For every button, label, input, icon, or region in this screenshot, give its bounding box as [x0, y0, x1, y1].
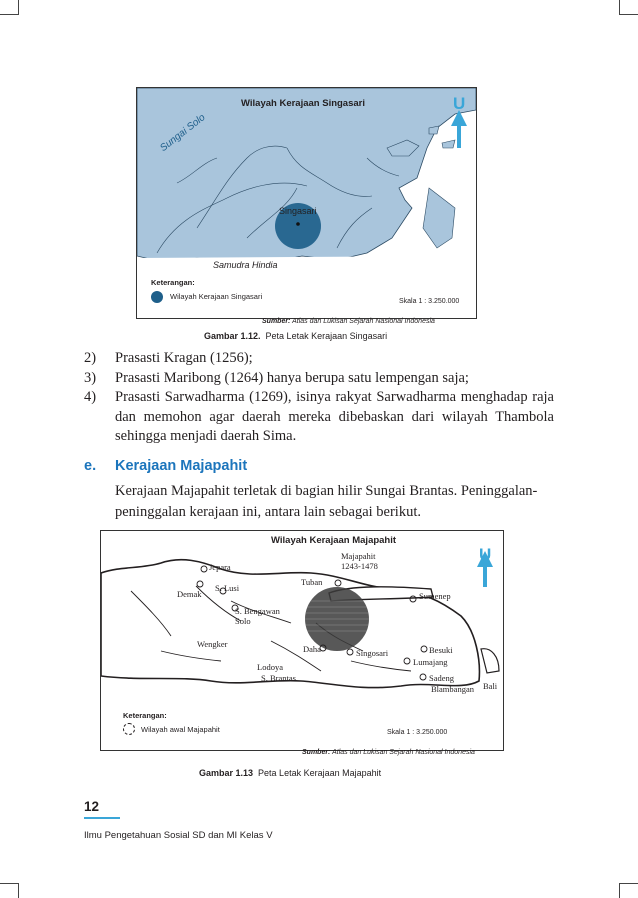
place-label: Singosari [356, 648, 389, 658]
place-label: Sadeng [429, 673, 455, 683]
list-item: 3) Prasasti Maribong (1264) hanya berupa satu lempengan saja; [84, 369, 469, 386]
legend-label: Wilayah Kerajaan Singasari [170, 292, 263, 301]
legend-label: Wilayah awal Majapahit [141, 725, 220, 734]
sea-label: Samudra Hindia [213, 260, 278, 270]
place-label: S. Brantas [261, 673, 296, 683]
legend-symbol-icon [123, 723, 135, 735]
list-item: 4) Prasasti Sarwadharma (1269), isinya rakyat Sarwadharma menghadap raja dan memohon agar daerah mereka dibebaskan dari wilayah Thambola sehingga menjadi daerah Sima. [84, 389, 554, 444]
list-item: 2) Prasasti Kragan (1256); [84, 350, 253, 366]
place-label: Tuban [301, 577, 323, 587]
legend-title: Keterangan: [151, 278, 195, 287]
inscription-list [84, 349, 554, 447]
figure-source: Sumber: Atlas dan Lukisan Sejarah Nasional Indonesia [262, 318, 435, 325]
figure-caption: Gambar 1.13 Peta Letak Kerajaan Majapahit [199, 768, 382, 778]
place-label: Lumajang [413, 657, 448, 667]
crop-mark-top-left [0, 0, 19, 15]
river-label: Sungai Solo [158, 112, 208, 154]
place-label: Wengker [197, 639, 228, 649]
crop-mark-bottom-right [619, 883, 638, 898]
place-label: Besuki [429, 645, 453, 655]
place-label: Blambangan [431, 684, 474, 694]
place-label: Jepara [209, 562, 231, 572]
footer-divider [84, 817, 120, 819]
section-heading: e. Kerajaan Majapahit [84, 458, 248, 474]
majapahit-map [100, 530, 504, 751]
city-label: Singasari [279, 206, 317, 216]
map-title: Wilayah Kerajaan Singasari [241, 98, 365, 109]
singasari-map [136, 87, 477, 319]
north-indicator: U [479, 545, 492, 564]
section-paragraph: Kerajaan Majapahit terletak di bagian hilir Sungai Brantas. Peninggalan-peninggalan kerajaan ini, antara lain sebagai berikut. [115, 483, 538, 520]
crop-mark-top-right [619, 0, 638, 15]
place-label: Daha [303, 644, 321, 654]
crop-mark-bottom-left [0, 883, 19, 898]
place-label: Sumenep [419, 591, 451, 601]
place-label: Majapahit [341, 551, 376, 561]
place-label: 1243-1478 [341, 561, 378, 571]
place-label: Bali [483, 681, 498, 691]
legend-symbol-icon [151, 291, 163, 303]
footer-book-title: Ilmu Pengetahuan Sosial SD dan MI Kelas V [84, 830, 273, 841]
place-label: Solo [235, 616, 251, 626]
map-title: Wilayah Kerajaan Majapahit [271, 535, 397, 546]
page-number: 12 [84, 799, 100, 814]
place-label: Lodoya [257, 662, 283, 672]
map-scale: Skala 1 : 3.250.000 [387, 729, 448, 736]
figure-source: Sumber: Atlas dan Lukisan Sejarah Nasional Indonesia [302, 749, 475, 756]
place-label: S. Lusi [215, 583, 240, 593]
north-indicator: U [453, 94, 466, 113]
place-label: Demak [177, 589, 202, 599]
place-label: S. Bengawan [235, 606, 280, 616]
map-scale: Skala 1 : 3.250.000 [399, 298, 460, 305]
figure-caption: Gambar 1.12. Peta Letak Kerajaan Singasari [204, 331, 388, 341]
legend-title: Keterangan: [123, 711, 167, 720]
